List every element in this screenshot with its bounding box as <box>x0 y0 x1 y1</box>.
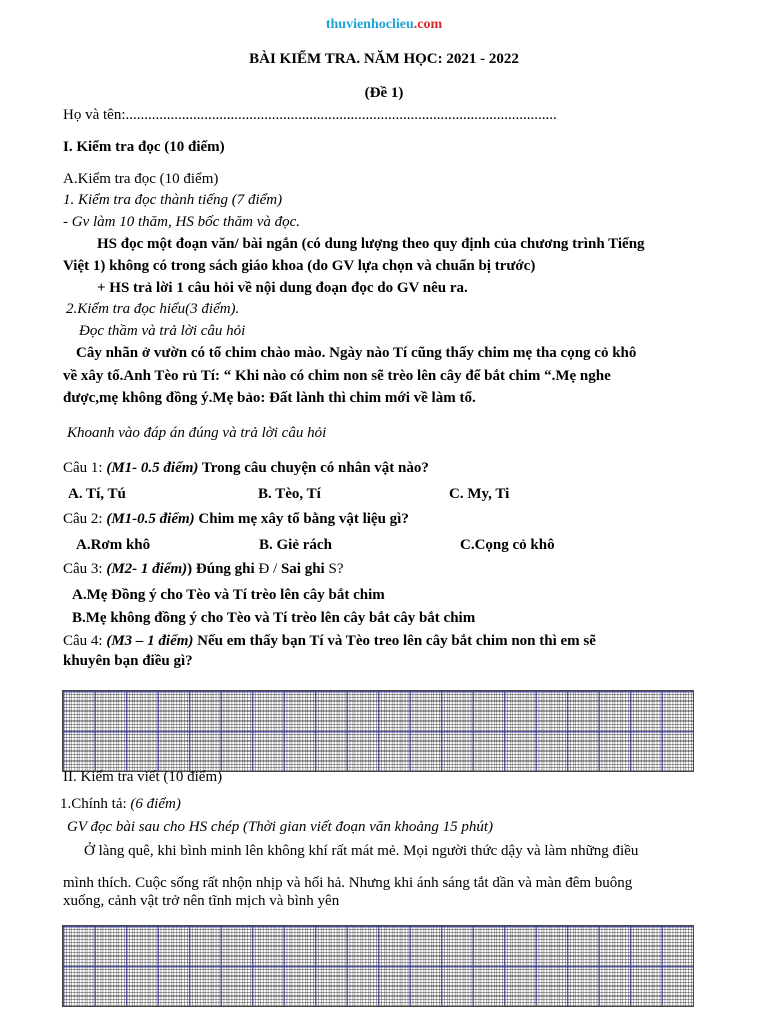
passage-line3: được,mẹ không đồng ý.Mẹ bảo: Đất lành thì chim mới về làm tổ. <box>63 390 476 406</box>
q1-option-a[interactable]: A. Tí, Tú <box>68 486 126 502</box>
dictation-line2: mình thích. Cuộc sống rất nhộn nhịp và hối hả. Nhưng khi ánh sáng tắt dần và màn đêm buông <box>63 875 633 891</box>
q3-statement-a[interactable]: A.Mẹ Đồng ý cho Tèo và Tí trèo lên cây bắt chim <box>72 587 385 603</box>
instruction-line3: + HS trả lời 1 câu hỏi về nội dung đoạn đọc do GV nêu ra. <box>97 280 468 296</box>
section1-heading: I. Kiểm tra đọc (10 điểm) <box>63 139 225 155</box>
doc-subtitle: (Đề 1) <box>364 85 404 101</box>
section2-note: GV đọc bài sau cho HS chép (Thời gian viết đoạn văn khoảng 15 phút) <box>67 819 493 835</box>
q4-text-line1: Nếu em thấy bạn Tí và Tèo treo lên cây bắt chim non thì em sẽ <box>193 633 596 649</box>
q2-option-c[interactable]: C.Cọng cỏ khô <box>460 537 555 553</box>
dictation-line1: Ở làng quê, khi bình minh lên không khí rất mát mẻ. Mọi người thức dậy và làm những điều <box>84 843 639 859</box>
question-2 <box>63 511 409 528</box>
answer-writing-grid[interactable] <box>62 690 694 772</box>
site-brand[interactable] <box>0 17 768 33</box>
q3-text-b: Đ / <box>258 561 281 577</box>
question-4 <box>63 633 596 650</box>
q4-tag: (M3 – 1 điểm) <box>106 633 194 649</box>
q2-label: Câu 2: <box>63 511 107 527</box>
brand-part2: .com <box>413 17 443 32</box>
section1-item1: 1. Kiểm tra đọc thành tiếng (7 điểm) <box>63 192 283 208</box>
instruction-line1: HS đọc một đoạn văn/ bài ngắn (có dung lượng theo quy định của chương trình Tiếng <box>97 236 645 252</box>
section1-sub-a: A.Kiểm tra đọc (10 điểm) <box>63 171 219 187</box>
section2-item1 <box>60 796 181 813</box>
q3-text-a: ) Đúng ghi <box>187 561 259 577</box>
passage-line1: Cây nhãn ở vườn có tổ chim chào mào. Ngày nào Tí cũng thấy chim mẹ tha cọng cỏ khô <box>76 345 637 361</box>
brand-part1: thuvienhoclieu <box>325 17 414 32</box>
answer-instruction: Khoanh vào đáp án đúng và trả lời câu hỏi <box>67 425 327 441</box>
section1-item1-note: - Gv làm 10 thăm, HS bốc thăm và đọc. <box>63 214 301 230</box>
q4-label: Câu 4: <box>63 633 107 649</box>
name-line: Họ và tên:................................................................................................................... <box>63 107 557 123</box>
section2-heading: II. Kiểm tra viết (10 điểm) <box>63 769 223 785</box>
q2-option-b[interactable]: B. Giẻ rách <box>259 537 332 553</box>
q3-label: Câu 3: <box>63 561 107 577</box>
section2-item1-b: (6 điểm) <box>130 796 181 812</box>
q3-text-d: S? <box>328 561 344 577</box>
question-1 <box>63 460 429 477</box>
q3-text-c: Sai ghi <box>280 561 329 577</box>
q3-tag: (M2- 1 điểm) <box>106 561 188 577</box>
q2-tag: (M1-0.5 điểm) <box>106 511 195 527</box>
q1-tag: (M1- 0.5 điểm) <box>106 460 199 476</box>
q2-text: Chim mẹ xây tổ bằng vật liệu gì? <box>194 511 409 527</box>
q4-text-line2: khuyên bạn điều gì? <box>63 653 193 669</box>
q1-option-c[interactable]: C. My, Ti <box>449 486 510 502</box>
q3-statement-b[interactable]: B.Mẹ không đồng ý cho Tèo và Tí trèo lên cây bắt cây bắt chim <box>72 610 476 626</box>
section1-item2-note: Đọc thầm và trả lời câu hỏi <box>79 323 246 339</box>
section1-item2: 2.Kiểm tra đọc hiểu(3 điểm). <box>66 301 240 317</box>
dictation-writing-grid[interactable] <box>62 925 694 1007</box>
doc-title: BÀI KIỂM TRA. NĂM HỌC: 2021 - 2022 <box>249 51 519 67</box>
q1-label: Câu 1: <box>63 460 107 476</box>
q2-option-a[interactable]: A.Rơm khô <box>76 537 151 553</box>
instruction-line2: Việt 1) không có trong sách giáo khoa (do GV lựa chọn và chuẩn bị trước) <box>63 258 536 274</box>
q1-option-b[interactable]: B. Tèo, Tí <box>258 486 321 502</box>
section2-item1-a: 1.Chính tả: <box>60 796 131 812</box>
question-3 <box>63 561 343 578</box>
q1-text: Trong câu chuyện có nhân vật nào? <box>198 460 429 476</box>
dictation-line3: xuống, cảnh vật trở nên tĩnh mịch và bình yên <box>63 893 340 909</box>
passage-line2: về xây tổ.Anh Tèo rủ Tí: “ Khi nào có chim non sẽ trèo lên cây để bắt chim “.Mẹ nghe <box>63 368 611 384</box>
